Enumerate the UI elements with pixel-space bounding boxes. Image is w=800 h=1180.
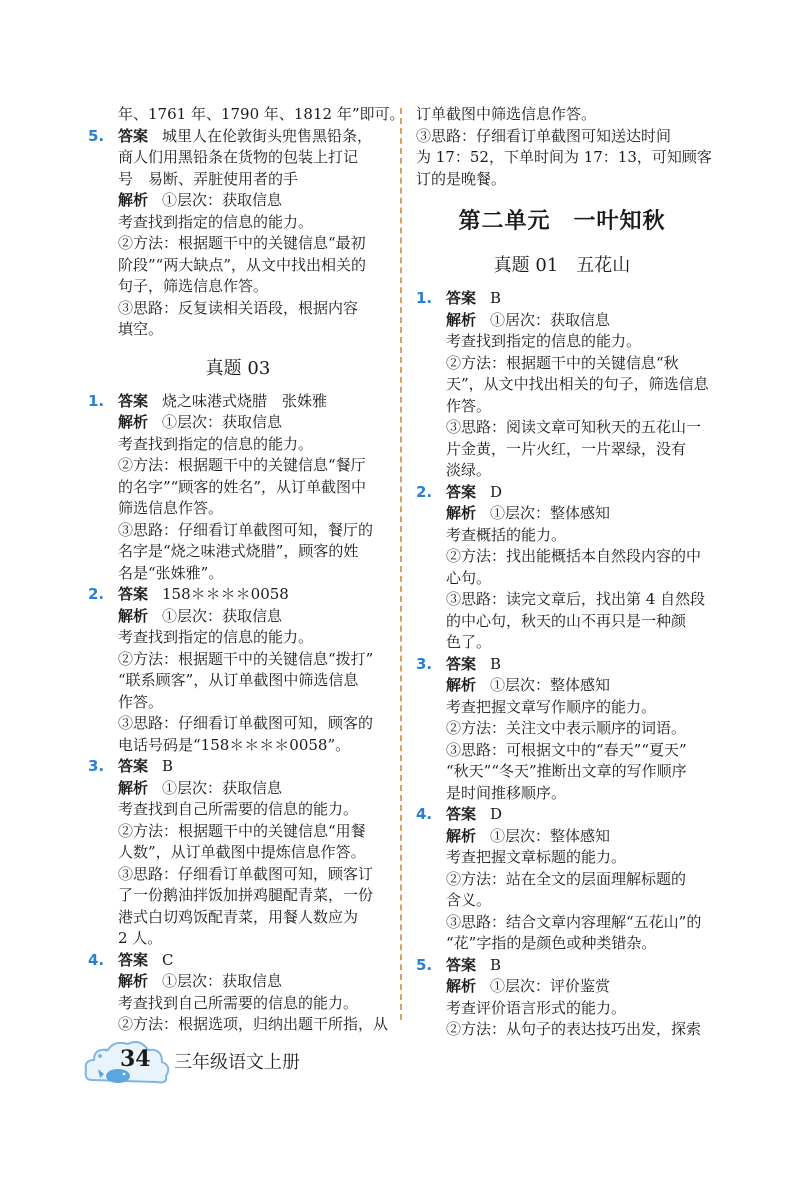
analysis-label: 解析 (446, 676, 477, 694)
question-number: 3. (416, 654, 433, 673)
page-number: 34 (120, 1046, 151, 1072)
question-2-analysis-line (88, 606, 388, 628)
question-number: 3. (88, 757, 105, 775)
analysis-text-line: 片金黄，一片火红，一片翠绿，没有 (446, 439, 687, 458)
analysis-text-line: ②方法：根据题干中的关键信息“餐厅 (118, 456, 366, 474)
answer-label: 答案 (118, 757, 149, 775)
analysis-text-line: ③思路：阅读文章可知秋天的五花山一 (446, 418, 702, 436)
answer-label: 答案 (118, 950, 149, 969)
analysis-text-line: 人数”，从订单截图中提炼信息作答。 (118, 843, 366, 861)
answer-label: 答案 (446, 805, 477, 823)
analysis-text-line: 是时间推移顺序。 (446, 783, 567, 802)
question-2-analysis-line (416, 503, 708, 525)
answer-text: B (490, 955, 502, 974)
analysis-text: ①层次：获取信息 (162, 413, 283, 431)
analysis-text-line: 考查找到指定的信息的能力。 (118, 212, 314, 231)
analysis-text-line: 心句。 (446, 568, 492, 587)
analysis-text-line: 考查概括的能力。 (446, 525, 567, 544)
question-2-answer-line (88, 584, 388, 606)
question-1-analysis-line (416, 310, 708, 332)
analysis-label: 解析 (118, 413, 149, 431)
analysis-text-line: ②方法：站在全文的层面理解标题的 (446, 869, 687, 888)
analysis-text-line: ②方法：从句子的表达技巧出发，探索 (446, 1020, 702, 1038)
analysis-text-line: ②方法：找出能概括本自然段内容的中 (446, 547, 702, 565)
analysis-text: ①层次：评价鉴赏 (490, 977, 611, 995)
analysis-text-line: 考查把握文章写作顺序的能力。 (446, 697, 657, 716)
question-number: 5. (88, 126, 105, 145)
analysis-text-line: 考查找到指定的信息的能力。 (118, 628, 314, 646)
answer-text: B (162, 757, 174, 775)
analysis-label: 解析 (118, 778, 149, 797)
column-divider (400, 108, 402, 1020)
analysis-label: 解析 (446, 504, 477, 522)
analysis-text-line: 考查找到自己所需要的信息的能力。 (118, 993, 359, 1012)
analysis-text-line: ③思路：仔细看订单截图可知，餐厅的 (118, 520, 374, 539)
analysis-text-line: “秋天”“冬天”推断出文章的写作顺序 (446, 762, 687, 780)
answer-text: 城里人在伦敦街头兜售黑铅条， (162, 126, 373, 145)
question-3-analysis-line (88, 778, 388, 800)
continued-text-line: 为 17：52，下单时间为 17：13，可知顾客 (416, 148, 712, 166)
question-1-answer-line (88, 391, 388, 413)
analysis-text-line: 考查评价语言形式的能力。 (446, 998, 627, 1017)
analysis-text-line: “联系顾客”，从订单截图中筛选信息 (118, 671, 359, 689)
unit-title: 第二单元 一叶知秋 (458, 209, 666, 234)
section-title: 真题 03 (205, 357, 271, 379)
question-2-answer-line (416, 482, 708, 504)
analysis-text-line: “花”字指的是颜色或种类错杂。 (446, 934, 657, 952)
question-number: 1. (416, 289, 433, 307)
analysis-text: ①层次：获取信息 (162, 972, 283, 990)
analysis-text-line: 天”，从文中找出相关的句子，筛选信息 (446, 375, 709, 393)
analysis-text-line: ②方法：根据题干中的关键信息“用餐 (118, 821, 366, 840)
analysis-text: ①层次：整体感知 (490, 826, 611, 845)
question-number: 2. (416, 482, 433, 501)
analysis-text-line: 名是“张姝雅”。 (118, 563, 224, 582)
analysis-text-line: 作答。 (118, 692, 164, 711)
continued-text-line: 订单截图中筛选信息作答。 (416, 105, 597, 123)
question-4-answer-line (88, 950, 388, 972)
question-1-analysis-line (88, 412, 388, 434)
question-number: 4. (88, 950, 105, 969)
answer-label: 答案 (118, 391, 149, 410)
analysis-text-line: ③思路：仔细看订单截图可知，顾客的 (118, 714, 374, 732)
question-3-answer-line (88, 756, 388, 778)
analysis-label: 解析 (446, 826, 477, 845)
answer-label: 答案 (446, 654, 477, 673)
analysis-text-line: 考查把握文章标题的能力。 (446, 848, 627, 866)
analysis-text-line: 了一份鹅油拌饭加拼鸡腿配青菜，一份 (118, 886, 374, 904)
answer-text: D (490, 805, 503, 823)
analysis-text-line: ②方法：根据题干中的关键信息“秋 (446, 353, 679, 372)
analysis-text-line: 名字是“烧之味港式烧腊”，顾客的姓 (118, 542, 359, 560)
question-5-analysis-line (416, 976, 708, 998)
answer-label: 答案 (446, 955, 477, 974)
analysis-text-line: ③思路：反复读相关语段，根据内容 (118, 298, 359, 317)
analysis-text-line: ②方法：根据选项，归纳出题干所指，从 (118, 1015, 389, 1033)
section-title: 真题 01 五花山 (493, 255, 631, 276)
question-3-answer-line (416, 654, 708, 676)
q5-answer-line (88, 126, 388, 148)
q5-analysis-line (88, 190, 388, 212)
answer-text: 158＊＊＊＊0058 (162, 585, 289, 603)
answer-label: 答案 (446, 289, 477, 307)
analysis-text-line: 填空。 (118, 320, 164, 338)
question-1-answer-line (416, 288, 708, 310)
answer-text: B (490, 289, 502, 307)
analysis-text: ①层次：获取信息 (162, 191, 283, 209)
analysis-text-line: ②方法：根据题干中的关键信息“最初 (118, 234, 366, 252)
analysis-text-line: 阶段”“两大缺点”，从文中找出相关的 (118, 255, 367, 274)
analysis-text: ①层次：整体感知 (490, 676, 611, 694)
analysis-label: 解析 (446, 310, 477, 329)
answer-text: 烧之味港式烧腊 张姝雅 (162, 391, 328, 410)
analysis-text: ①居次：获取信息 (490, 310, 611, 329)
analysis-text-line: 色了。 (446, 633, 492, 651)
question-4-answer-line (416, 804, 708, 826)
analysis-text-line: ②方法：根据题干中的关键信息“拨打” (118, 649, 374, 668)
answer-text: C (162, 950, 174, 969)
analysis-text-line: 句子，筛选信息作答。 (118, 277, 269, 295)
analysis-text-line: 港式白切鸡饭配青菜，用餐人数应为 (118, 907, 359, 926)
analysis-text-line: 考查找到自己所需要的信息的能力。 (118, 800, 359, 818)
book-title: 三年级语文上册 (174, 1052, 300, 1073)
question-5-answer-line (416, 955, 708, 977)
answer-label: 答案 (118, 126, 149, 145)
analysis-label: 解析 (118, 972, 149, 990)
analysis-label: 解析 (446, 977, 477, 995)
analysis-text: ①层次：获取信息 (162, 778, 283, 797)
analysis-text-line: ③思路：仔细看订单截图可知，顾客订 (118, 864, 374, 883)
analysis-text-line: 的中心句，秋天的山不再只是一种颜 (446, 611, 687, 630)
analysis-text-line: 考查找到指定的信息的能力。 (118, 434, 314, 453)
analysis-text-line: 2 人。 (118, 929, 163, 947)
answer-text: D (490, 482, 503, 501)
analysis-text-line: 电话号码是“158＊＊＊＊0058”。 (118, 735, 351, 754)
continued-text-line: 订的是晚餐。 (416, 169, 507, 188)
analysis-text-line: ③思路：结合文章内容理解“五花山”的 (446, 912, 702, 931)
analysis-text-line: ②方法：关注文中表示顺序的词语。 (446, 719, 687, 737)
analysis-text-line: 筛选信息作答。 (118, 499, 224, 517)
analysis-text-line: 含义。 (446, 891, 492, 909)
analysis-label: 解析 (118, 606, 149, 625)
analysis-text-line: 淡绿。 (446, 461, 492, 479)
analysis-text: ①层次：获取信息 (162, 606, 283, 625)
analysis-text-line: 考查找到指定的信息的能力。 (446, 332, 642, 350)
left-column (88, 104, 405, 1036)
question-3-analysis-line (416, 675, 708, 697)
question-number: 4. (416, 805, 433, 823)
question-4-analysis-line (416, 826, 708, 848)
answer-label: 答案 (446, 482, 477, 501)
analysis-text-line: 作答。 (446, 396, 492, 415)
question-4-analysis-line (88, 971, 388, 993)
answer-text: B (490, 654, 502, 673)
right-column (416, 104, 712, 1041)
question-number: 1. (88, 391, 105, 410)
analysis-text-line: ③思路：读完文章后，找出第 4 自然段 (446, 590, 706, 608)
analysis-label: 解析 (118, 191, 149, 209)
continued-text-line: ③思路：仔细看订单截图可知送达时间 (416, 126, 672, 145)
analysis-text-line: 的名字”“顾客的姓名”，从订单截图中 (118, 477, 367, 496)
page-footer (82, 1036, 402, 1092)
question-number: 2. (88, 585, 105, 603)
continued-text-line: 年、1761 年、1790 年、1812 年”即可。 (118, 105, 405, 123)
answer-text-line: 号 易断、弄脏使用者的手 (118, 169, 299, 188)
answer-text-line: 商人们用黑铅条在货物的包装上打记 (118, 148, 359, 166)
analysis-text: ①层次：整体感知 (490, 504, 611, 522)
question-number: 5. (416, 955, 433, 974)
analysis-text-line: ③思路：可根据文中的“春天”“夏天” (446, 740, 687, 759)
answer-label: 答案 (118, 585, 149, 603)
